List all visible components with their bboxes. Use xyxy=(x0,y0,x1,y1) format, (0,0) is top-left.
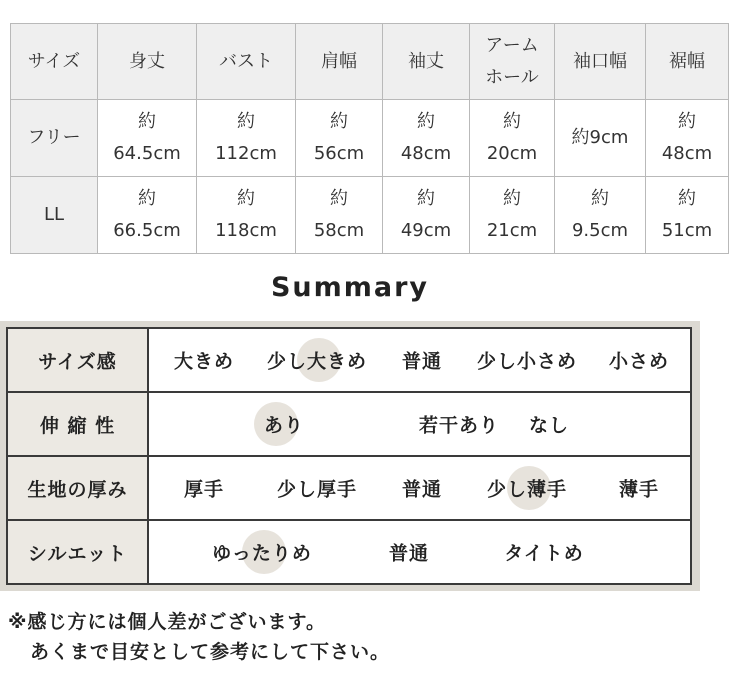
summary-row-label: サイズ感 xyxy=(7,328,148,392)
size-table-cell: 約 66.5cm xyxy=(98,177,197,254)
summary-option: 普通 xyxy=(401,350,443,373)
size-table-header-cell: 肩幅 xyxy=(296,24,383,100)
summary-option: 少し小さめ xyxy=(476,350,578,373)
size-table-header-row xyxy=(11,24,729,100)
summary-option: 厚手 xyxy=(183,478,225,501)
summary-option: タイトめ xyxy=(504,542,584,565)
size-table-header-cell: バスト xyxy=(197,24,296,100)
size-table-cell: 約 56cm xyxy=(296,100,383,177)
size-table-cell: 約 58cm xyxy=(296,177,383,254)
summary-options xyxy=(148,520,691,584)
size-table-cell: 約 64.5cm xyxy=(98,100,197,177)
size-table-cell: 約 20cm xyxy=(470,100,555,177)
summary-row-label: シルエット xyxy=(7,520,148,584)
note-line-2: あくまで目安として参考にして下さい。 xyxy=(30,641,391,663)
size-table-header-cell: 身丈 xyxy=(98,24,197,100)
size-table-cell: 約 118cm xyxy=(197,177,296,254)
size-table-header-cell: サイズ xyxy=(11,24,98,100)
summary-options xyxy=(148,392,691,456)
summary-option: 薄手 xyxy=(618,478,660,501)
size-table-cell: 約 48cm xyxy=(383,100,470,177)
size-table-header-cell: アーム ホール xyxy=(470,24,555,100)
note-line-1: ※感じ方には個人差がございます。 xyxy=(8,611,326,633)
summary-option: 少し薄手 xyxy=(486,478,568,501)
summary-option: 少し大きめ xyxy=(266,350,368,373)
summary-row-label: 生地の厚み xyxy=(7,456,148,520)
summary-option: 少し厚手 xyxy=(276,478,358,501)
summary-panel xyxy=(0,321,700,591)
size-table xyxy=(10,23,729,254)
size-table-cell: 約 112cm xyxy=(197,100,296,177)
summary-row xyxy=(7,456,691,520)
size-table-row-label: LL xyxy=(11,177,98,254)
size-table-row-label: フリー xyxy=(11,100,98,177)
size-table-row xyxy=(11,100,729,177)
summary-option: 大きめ xyxy=(173,350,235,373)
summary-row xyxy=(7,328,691,392)
summary-options xyxy=(148,456,691,520)
size-table-cell: 約 9.5cm xyxy=(555,177,646,254)
disclaimer-note xyxy=(8,607,390,667)
size-table-row xyxy=(11,177,729,254)
summary-option: 小さめ xyxy=(608,350,670,373)
size-table-cell: 約9cm xyxy=(555,100,646,177)
size-table-cell: 約 21cm xyxy=(470,177,555,254)
summary-option: 普通 xyxy=(388,542,430,565)
size-table-header-cell: 袖口幅 xyxy=(555,24,646,100)
size-table-cell: 約 51cm xyxy=(646,177,729,254)
size-table-header-cell: 袖丈 xyxy=(383,24,470,100)
summary-option: あり xyxy=(263,414,305,437)
summary-row xyxy=(7,520,691,584)
size-table-cell: 約 48cm xyxy=(646,100,729,177)
size-table-cell: 約 49cm xyxy=(383,177,470,254)
summary-table xyxy=(6,327,692,585)
summary-row-label: 伸 縮 性 xyxy=(7,392,148,456)
summary-options xyxy=(148,328,691,392)
summary-row xyxy=(7,392,691,456)
summary-option: なし xyxy=(528,414,570,437)
summary-option: 若干あり xyxy=(418,414,500,437)
summary-option: ゆったりめ xyxy=(212,542,312,565)
size-table-header-cell: 裾幅 xyxy=(646,24,729,100)
summary-title: Summary xyxy=(270,272,430,303)
summary-option: 普通 xyxy=(401,478,443,501)
